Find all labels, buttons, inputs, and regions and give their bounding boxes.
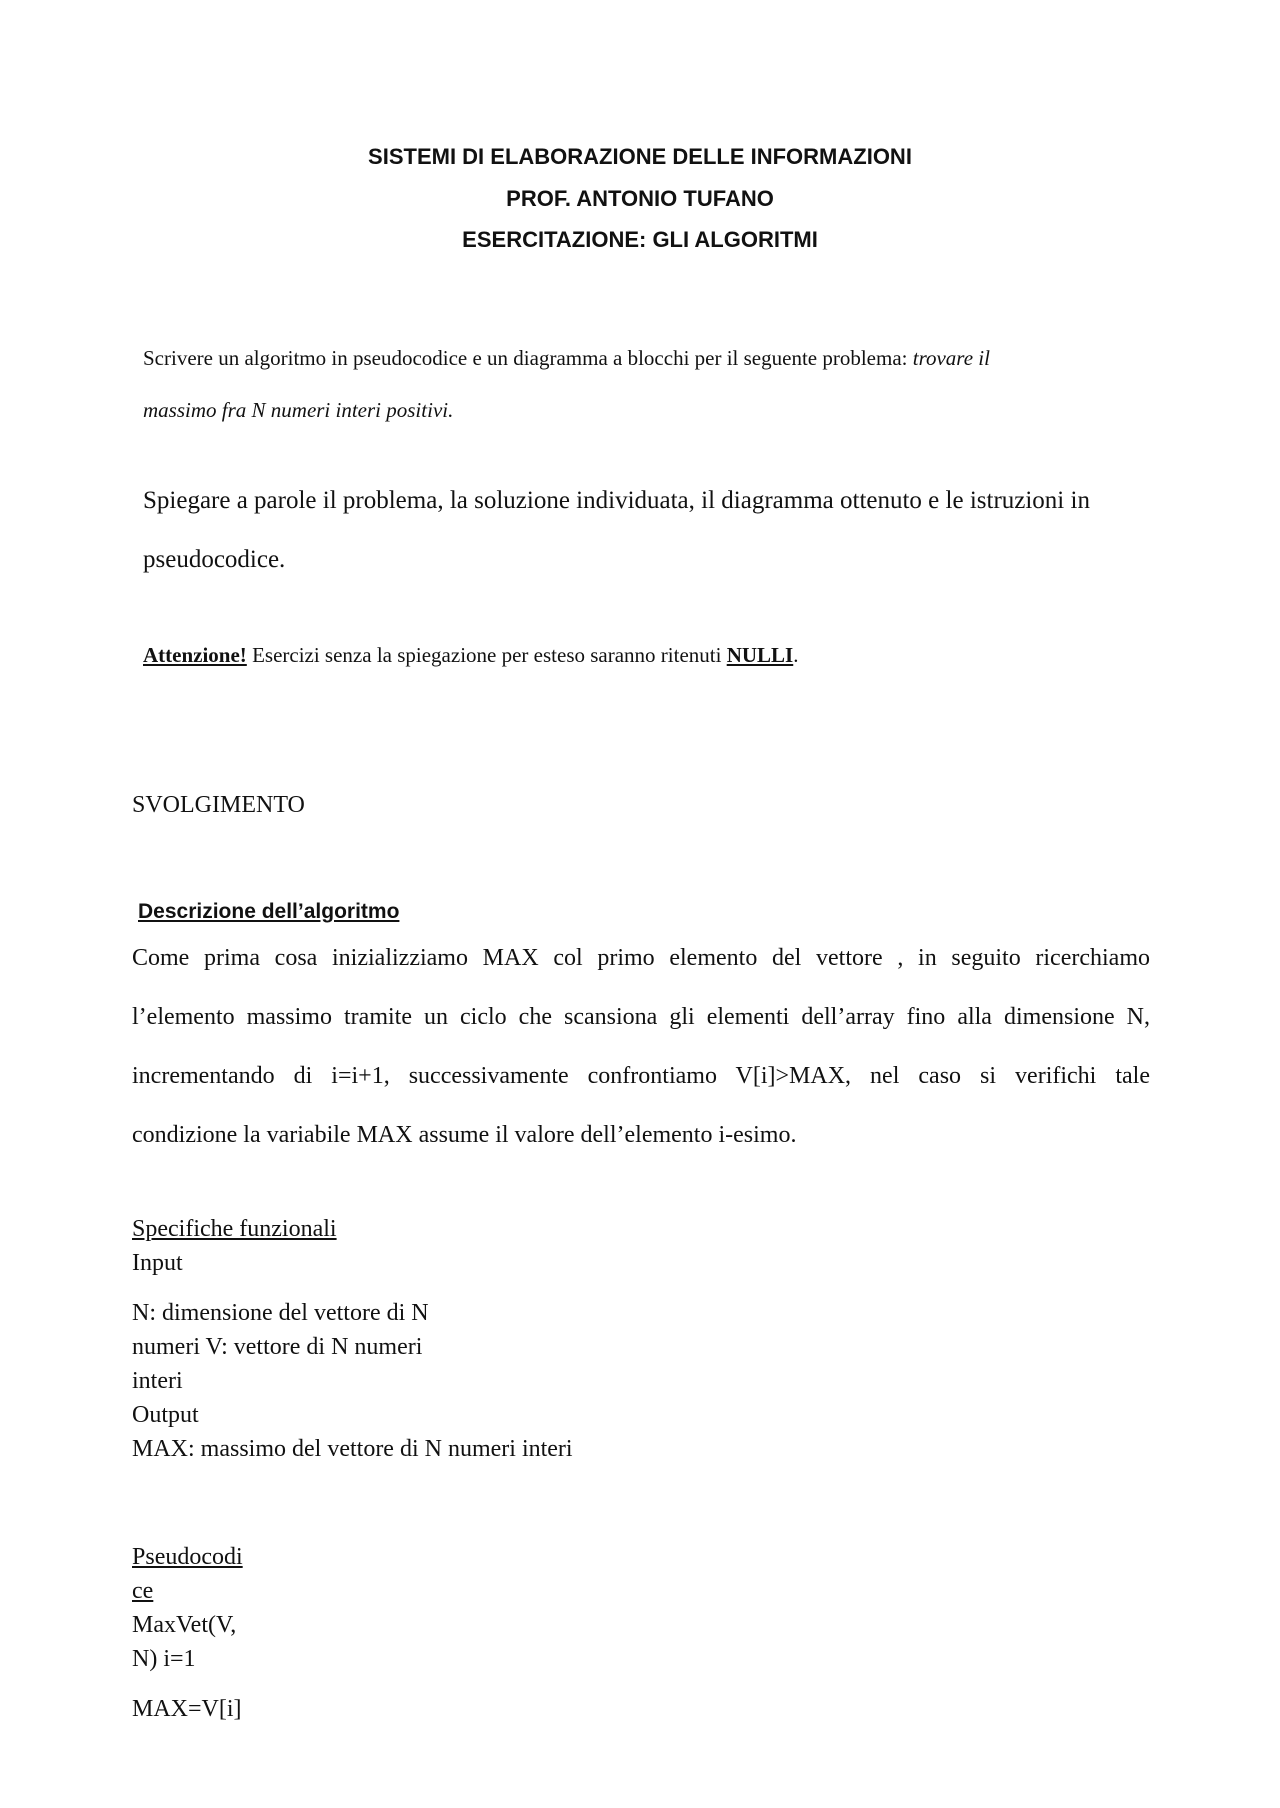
warning-end: . <box>793 643 799 667</box>
warning-strong: NULLI <box>726 643 794 667</box>
section-svolgimento: SVOLGIMENTO <box>132 792 305 818</box>
output-label: Output <box>132 1402 199 1428</box>
specifiche-heading: Specifiche funzionali <box>132 1216 337 1242</box>
input-line-2: numeri V: vettore di N numeri <box>132 1334 423 1360</box>
descrizione-line-2: l’elemento massimo tramite un ciclo che scansiona gli elementi dell’array fino alla dimensione N, <box>132 1004 1150 1030</box>
input-line-3: interi <box>132 1368 183 1394</box>
pseudocodice-heading-2: ce <box>132 1578 154 1604</box>
warning-note <box>143 643 798 667</box>
doc-title-professor: PROF. ANTONIO TUFANO <box>506 186 774 211</box>
explain-line-2: pseudocodice. <box>143 546 286 573</box>
input-label: Input <box>132 1250 183 1276</box>
pseudocode-line-3: MAX=V[i] <box>132 1696 242 1722</box>
task-emphasis: trovare il <box>912 346 990 370</box>
warning-text: Esercizi senza la spiegazione per esteso saranno ritenuti <box>246 643 727 667</box>
descrizione-line-1: Come prima cosa inizializziamo MAX col primo elemento del vettore , in seguito ricerchiamo <box>132 945 1150 971</box>
descrizione-line-4: condizione la variabile MAX assume il valore dell’elemento i-esimo. <box>132 1122 797 1148</box>
pseudocode-line-1: MaxVet(V, <box>132 1612 237 1638</box>
doc-title-course: SISTEMI DI ELABORAZIONE DELLE INFORMAZIONI <box>368 144 912 169</box>
task-line-2 <box>143 398 453 422</box>
input-line-1: N: dimensione del vettore di N <box>132 1300 429 1326</box>
doc-title-exercise: ESERCITAZIONE: GLI ALGORITMI <box>462 227 818 252</box>
pseudocodice-heading-1: Pseudocodi <box>132 1544 243 1570</box>
output-line: MAX: massimo del vettore di N numeri interi <box>132 1436 573 1462</box>
task-text: Scrivere un algoritmo in pseudocodice e un diagramma a blocchi per il seguente problema: <box>143 346 913 370</box>
warning-label: Attenzione! <box>143 643 247 667</box>
task-emphasis-2: massimo fra N numeri interi positivi. <box>143 398 454 422</box>
descrizione-line-3: incrementando di i=i+1, successivamente confrontiamo V[i]>MAX, nel caso si verifichi tale <box>132 1063 1150 1089</box>
descrizione-heading: Descrizione dell’algoritmo <box>138 900 400 923</box>
task-line-1 <box>143 346 1143 370</box>
explain-line-1: Spiegare a parole il problema, la soluzione individuata, il diagramma ottenuto e le istruzioni in <box>143 487 1090 514</box>
pseudocode-line-2: N) i=1 <box>132 1646 196 1672</box>
